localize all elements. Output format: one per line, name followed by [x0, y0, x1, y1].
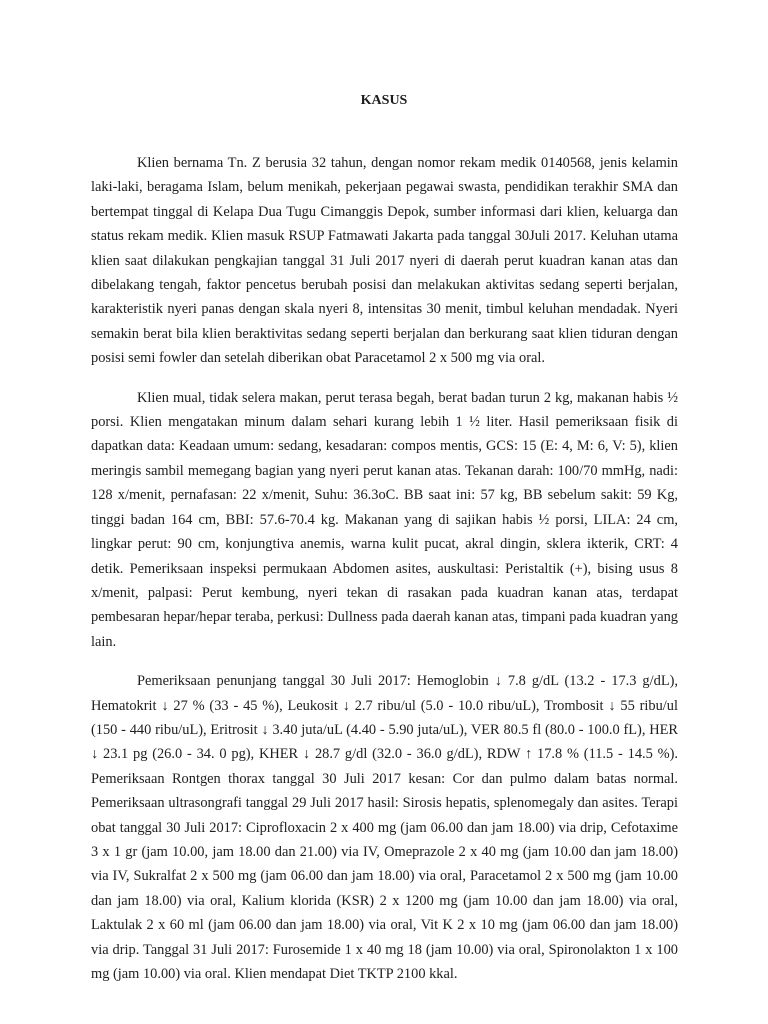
- paragraph-patient-identity: Klien bernama Tn. Z berusia 32 tahun, dengan nomor rekam medik 0140568, jenis kelamin laki-laki, beragama Islam, belum menikah, pekerjaan pegawai swasta, pendidikan terakhir SMA dan bertempat tinggal di Kelapa Dua Tugu Cimanggis Depok, sumber informasi dari klien, keluarga dan status rekam medik. Klien masuk RSUP Fatmawati Jakarta pada tanggal 30Juli 2017. Keluhan utama klien saat dilakukan pengkajian tanggal 31 Juli 2017 nyeri di daerah perut kuadran kanan atas dan dibelakang tengah, faktor pencetus berubah posisi dan melakukan aktivitas sedang seperti berjalan, karakteristik nyeri panas dengan skala nyeri 8, intensitas 30 menit, timbul keluhan mendadak. Nyeri semakin berat bila klien beraktivitas sedang seperti berjalan dan berkurang saat klien tiduran dengan posisi semi fowler dan setelah diberikan obat Paracetamol 2 x 500 mg via oral.: [91, 155, 678, 367]
- paragraph-lab-and-therapy: Pemeriksaan penunjang tanggal 30 Juli 2017: Hemoglobin ↓ 7.8 g/dL (13.2 - 17.3 g/dL), Hematokrit ↓ 27 % (33 - 45 %), Leukosit ↓ 2.7 ribu/ul (5.0 - 10.0 ribu/uL), Trombosit ↓ 55 ribu/ul (150 - 440 ribu/uL), Eritrosit ↓ 3.40 juta/uL (4.40 - 5.90 juta/uL), VER 80.5 fl (80.0 - 100.0 fL), HER ↓ 23.1 pg (26.0 - 34. 0 pg), KHER ↓ 28.7 g/dl (32.0 - 36.0 g/dL), RDW ↑ 17.8 % (11.5 - 14.5 %). Pemeriksaan Rontgen thorax tanggal 30 Juli 2017 kesan: Cor dan pulmo dalam batas normal. Pemeriksaan ultrasongrafi tanggal 29 Juli 2017 hasil: Sirosis hepatis, splenomegaly dan asites. Terapi obat tanggal 30 Juli 2017: Ciprofloxacin 2 x 400 mg (jam 06.00 dan jam 18.00) via drip, Cefotaxime 3 x 1 gr (jam 10.00, jam 18.00 dan 21.00) via IV, Omeprazole 2 x 40 mg (jam 10.00 dan jam 18.00) via IV, Sukralfat 2 x 500 mg (jam 06.00 dan jam 18.00) via oral, Paracetamol 2 x 500 mg (jam 10.00 dan jam 18.00) via oral, Kalium klorida (KSR) 2 x 1200 mg (jam 10.00 dan jam 18.00) via oral, Laktulak 2 x 60 ml (jam 06.00 dan jam 18.00) via oral, Vit K 2 x 10 mg (jam 06.00 dan jam 18.00) via drip. Tanggal 31 Juli 2017: Furosemide 1 x 40 mg 18 (jam 10.00) via oral, Spironolakton 1 x 100 mg (jam 10.00) via oral. Klien mendapat Diet TKTP 2100 kkal.: [91, 673, 678, 982]
- document-title: KASUS: [360, 93, 408, 108]
- document-body: [91, 151, 678, 1001]
- paragraph-physical-exam: Klien mual, tidak selera makan, perut terasa begah, berat badan turun 2 kg, makanan habis ½ porsi. Klien mengatakan minum dalam sehari kurang lebih 1 ½ liter. Hasil pemeriksaan fisik di dapatkan data: Keadaan umum: sedang, kesadaran: compos mentis, GCS: 15 (E: 4, M: 6, V: 5), klien meringis sambil memegang bagian yang nyeri perut kanan atas. Tekanan darah: 100/70 mmHg, nadi: 128 x/menit, pernafasan: 22 x/menit, Suhu: 36.3oC. BB saat ini: 57 kg, BB sebelum sakit: 59 Kg, tinggi badan 164 cm, BBI: 57.6-70.4 kg. Makanan yang di sajikan habis ½ porsi, LILA: 24 cm, lingkar perut: 90 cm, konjungtiva anemis, warna kulit pucat, akral dingin, sklera ikterik, CRT: 4 detik. Pemeriksaan inspeksi permukaan Abdomen asites, auskultasi: Peristaltik (+), bising usus 8 x/menit, palpasi: Perut kembung, nyeri tekan di rasakan pada kuadran kanan atas, terdapat pembesaran hepar/hepar teraba, perkusi: Dullness pada daerah kanan atas, timpani pada kuadran yang lain.: [91, 389, 678, 650]
